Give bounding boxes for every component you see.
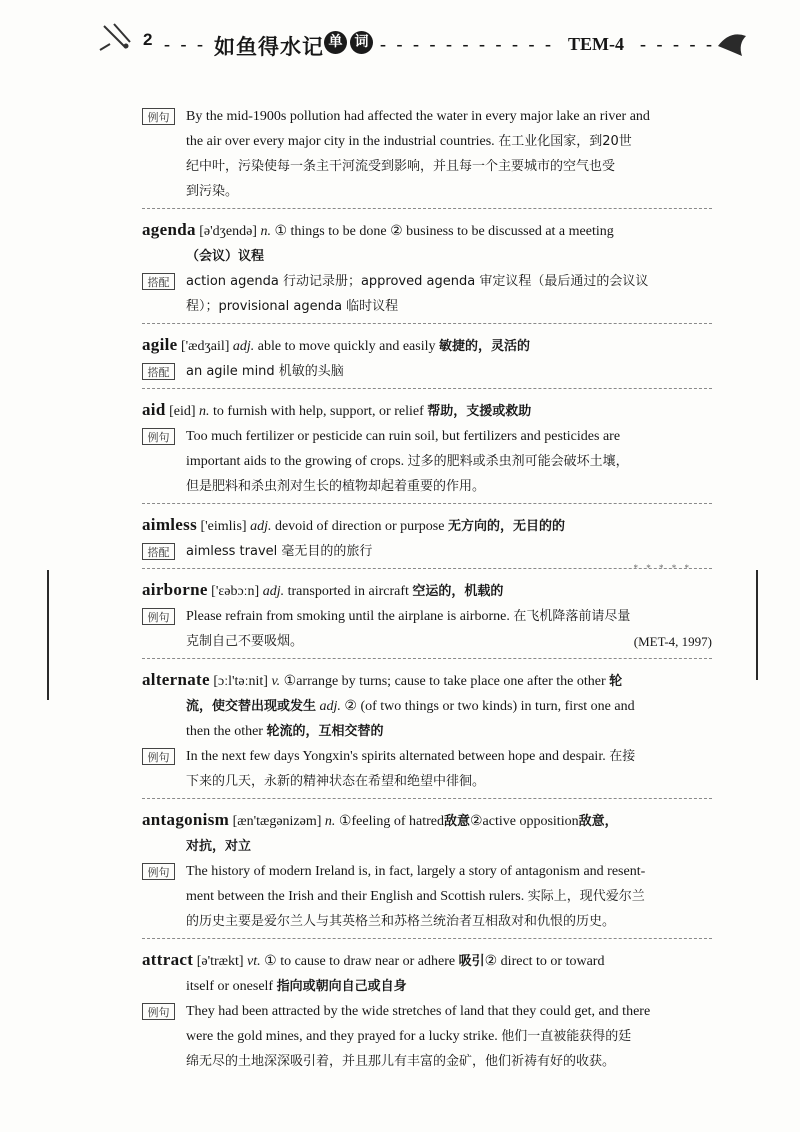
entry-agenda [142, 217, 712, 269]
example-line [186, 604, 712, 629]
example-attract [142, 999, 712, 1074]
entry-separator [142, 568, 712, 569]
example-text-en: important aids to the growing of crops. [186, 454, 408, 469]
example-alternate [142, 744, 712, 794]
definition-zh: 流，使交替出现或发生 [186, 699, 317, 714]
example-text-en: were the gold mines, and they prayed for a lucky strike. [186, 1029, 502, 1044]
example-line [186, 1024, 712, 1049]
definition-zh: 敌意， [578, 814, 618, 829]
entry-airborne [142, 577, 712, 604]
example-airborne [142, 604, 712, 654]
seal-word-1: 单 [324, 31, 347, 54]
header-dashes-right: - - - - - [640, 34, 715, 54]
entry-alternate [142, 667, 712, 744]
definition-en: ① things to be done ② business to be discussed at a meeting [274, 224, 614, 239]
definition-en: ①arrange by turns; cause to take place one after the other [283, 674, 610, 689]
seal-word-2: 词 [350, 31, 373, 54]
entry-antagonism [142, 807, 712, 859]
headword: antagonism [142, 810, 230, 829]
decorative-stars: * * * * * [633, 563, 692, 573]
headword: aid [142, 400, 166, 419]
example-line-zh: 的历史主要是爱尔兰人与其英格兰和苏格兰统治者互相敌对和仇恨的历史。 [186, 914, 616, 929]
headword: agile [142, 335, 178, 354]
part-of-speech: n. [199, 404, 210, 419]
example-line: Too much fertilizer or pesticide can ruin soil, but fertilizers and pesticides are [186, 429, 621, 444]
definition-en: ① to cause to draw near or adhere [264, 954, 459, 969]
definition-en: ②active opposition [470, 814, 579, 829]
collocation-line: aimless travel 毫无目的的旅行 [186, 544, 373, 559]
part-of-speech: adj. [232, 339, 255, 354]
example-text-zh: 克制自己不要吸烟。 [186, 634, 304, 649]
definition-zh: 敏捷的，灵活的 [438, 339, 530, 354]
example-line-zh: 绵无尽的土地深深吸引着，并且那儿有丰富的金矿，他们祈祷有好的收获。 [186, 1054, 616, 1069]
collocation-tag: 搭配 [142, 273, 175, 290]
definition-zh: 吸引 [458, 954, 485, 969]
part-of-speech: adj. [319, 699, 341, 714]
margin-line-right [756, 570, 758, 680]
example-line [186, 449, 712, 474]
entry-separator [142, 503, 712, 504]
page-header [0, 0, 800, 70]
series-label: TEM-4 [568, 34, 624, 54]
page-number: 2 [143, 30, 153, 49]
example-text-en: the air over every major city in the industrial countries. [186, 134, 499, 149]
pronunciation: ['ædʒail] [181, 339, 230, 354]
example-antagonism [142, 859, 712, 934]
example-line [186, 629, 712, 654]
definition-en: transported in aircraft [287, 584, 413, 599]
example-text-zh: 在接 [609, 749, 636, 764]
headword: aimless [142, 515, 197, 534]
definition-en: to furnish with help, support, or relief [213, 404, 428, 419]
definition-en: then the other [186, 724, 267, 739]
part-of-speech: vt. [247, 954, 261, 969]
example-line [186, 884, 712, 909]
example-text-en: In the next few days Yongxin's spirits alternated between hope and despair. [186, 749, 610, 764]
example-line-zh: 下来的几天，永新的精神状态在希望和绝望中徘徊。 [186, 774, 486, 789]
example-line: The history of modern Ireland is, in fact, largely a story of antagonism and resent- [186, 864, 646, 879]
definition-zh: 无方向的，无目的的 [447, 519, 565, 534]
example-line: They had been attracted by the wide stretches of land that they could get, and there [186, 1004, 651, 1019]
entry-separator [142, 798, 712, 799]
pronunciation: [ɔːl'təːnit] [213, 674, 268, 689]
entry-separator [142, 323, 712, 324]
definition-en: ①feeling of hatred [338, 814, 444, 829]
example-line-zh: 纪中叶，污染使每一条主干河流受到影响，并且每一个主要城市的空气也受 [186, 159, 616, 174]
example-aid [142, 424, 712, 499]
collocation-tag: 搭配 [142, 543, 175, 560]
example-text-zh: 过多的肥料或杀虫剂可能会破坏土壤， [407, 454, 629, 469]
pronunciation: [ə'dʒendə] [199, 224, 257, 239]
example-text-en: ment between the Irish and their English and Scottish rulers. [186, 889, 528, 904]
definition-en: able to move quickly and easily [257, 339, 439, 354]
example-line-zh: 但是肥料和杀虫剂对生长的植物却起着重要的作用。 [186, 479, 486, 494]
example-pollution [142, 104, 712, 204]
book-title: 如鱼得水记 [214, 35, 324, 59]
example-tag: 例句 [142, 748, 175, 765]
example-source: (MET-4, 1997) [633, 634, 712, 649]
example-text-zh: 实际上，现代爱尔兰 [527, 889, 645, 904]
example-line [186, 744, 712, 769]
definition-en: ② (of two things or two kinds) in turn, first one and [344, 699, 635, 714]
definition-zh: 轮流的，互相交替的 [266, 724, 384, 739]
example-tag: 例句 [142, 428, 175, 445]
entry-separator [142, 658, 712, 659]
margin-line-left [47, 570, 49, 700]
part-of-speech: n. [260, 224, 271, 239]
example-tag: 例句 [142, 108, 175, 125]
entry-separator [142, 938, 712, 939]
definition-zh: 帮助，支援或救助 [427, 404, 532, 419]
pronunciation: ['eimlis] [200, 519, 247, 534]
definition-line [142, 974, 712, 999]
example-line-zh: 到污染。 [186, 184, 239, 199]
example-text-zh: 他们一直被能获得的廷 [501, 1029, 632, 1044]
brush-stroke-right-icon [712, 26, 752, 60]
example-line: By the mid-1900s pollution had affected the water in every major lake an river and [186, 109, 650, 124]
part-of-speech: adj. [262, 584, 285, 599]
definition-zh: （会议）议程 [186, 249, 265, 264]
collocation-agile [142, 359, 712, 384]
collocation-line: 程）；provisional agenda 临时议程 [186, 299, 399, 314]
pronunciation: [ə'trækt] [196, 954, 244, 969]
pronunciation: [æn'tægənizəm] [232, 814, 322, 829]
definition-zh: 指向或朝向自己或自身 [276, 979, 407, 994]
example-tag: 例句 [142, 608, 175, 625]
collocation-aimless [142, 539, 712, 564]
header-dashes-left: - - - [164, 34, 206, 54]
pronunciation: ['ɛəbɔːn] [211, 584, 260, 599]
definition-zh: 轮 [609, 674, 623, 689]
collocation-tag: 搭配 [142, 363, 175, 380]
definition-line [142, 694, 712, 719]
headword: airborne [142, 580, 208, 599]
entry-separator [142, 208, 712, 209]
definition-en: ② direct to or toward [484, 954, 605, 969]
definition-en: itself or oneself [186, 979, 277, 994]
collocation-agenda [142, 269, 712, 319]
definition-line [142, 719, 712, 744]
part-of-speech: adj. [250, 519, 272, 534]
example-text-en: Please refrain from smoking until the airplane is airborne. [186, 609, 514, 624]
definition-zh: 对抗，对立 [186, 839, 252, 854]
header-dashes-mid: - - - - - - - - - - - [380, 34, 554, 54]
entry-agile [142, 332, 712, 359]
example-text-zh: 在飞机降落前请尽量 [513, 609, 631, 624]
entry-aimless [142, 512, 712, 539]
definition-zh: 敌意 [443, 814, 470, 829]
example-tag: 例句 [142, 1003, 175, 1020]
collocation-line: an agile mind 机敏的头脑 [186, 364, 344, 379]
entry-attract [142, 947, 712, 999]
headword: alternate [142, 670, 210, 689]
example-line [186, 129, 712, 154]
headword: attract [142, 950, 194, 969]
entry-separator [142, 388, 712, 389]
part-of-speech: n. [324, 814, 336, 829]
headword: agenda [142, 220, 196, 239]
example-tag: 例句 [142, 863, 175, 880]
definition-en: devoid of direction or purpose [274, 519, 448, 534]
content [142, 104, 712, 1074]
pronunciation: [eid] [169, 404, 196, 419]
part-of-speech: v. [271, 674, 281, 689]
brush-stroke-left-icon [96, 22, 138, 56]
collocation-line: action agenda 行动记录册；approved agenda 审定议程（最后通过的会议议 [186, 274, 649, 289]
definition-zh: 空运的，机载的 [412, 584, 504, 599]
example-text-zh: 在工业化国家，到20世 [498, 134, 632, 149]
entry-aid [142, 397, 712, 424]
